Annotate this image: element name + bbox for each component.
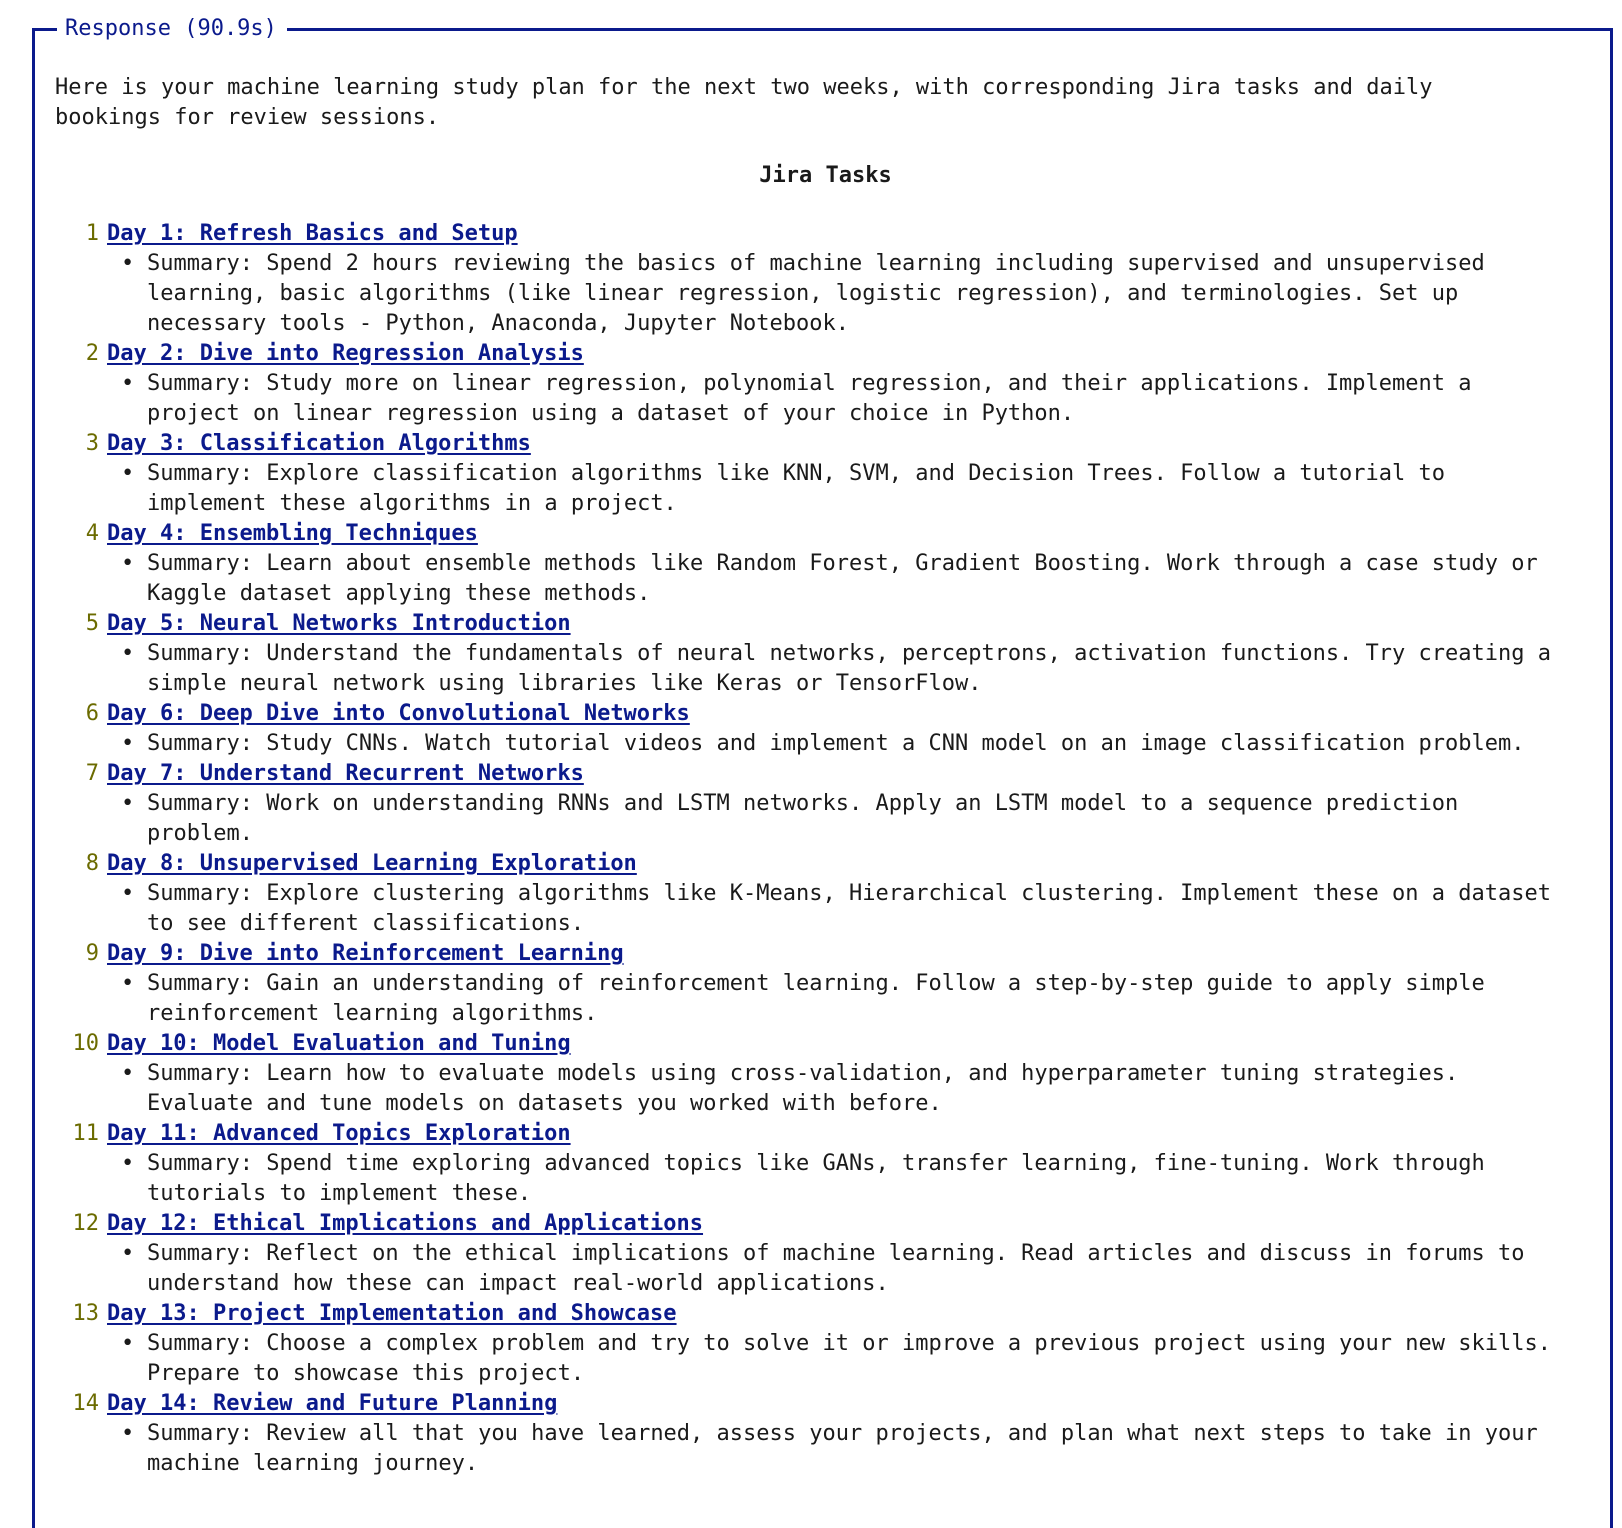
task-summary: Summary: Choose a complex problem and try to solve it or improve a previous project using your new skills. Prepare to showcase this project.	[147, 1331, 1551, 1386]
task-header	[35, 1119, 1610, 1149]
task-item	[35, 849, 1610, 939]
task-link[interactable]: Day 9: Dive into Reinforcement Learning	[107, 941, 624, 966]
task-summary: Summary: Learn about ensemble methods like Random Forest, Gradient Boosting. Work through a case study or Kaggle dataset applying these methods.	[147, 551, 1538, 606]
task-number: 10	[72, 1031, 99, 1056]
task-link[interactable]: Day 12: Ethical Implications and Applications	[107, 1211, 704, 1236]
task-summary: Summary: Review all that you have learned, assess your projects, and plan what next steps to take in your machine learning journey.	[147, 1421, 1538, 1476]
bullet-icon: •	[121, 1421, 135, 1446]
task-number: 3	[85, 431, 99, 456]
task-item	[35, 429, 1610, 519]
task-summary-row	[35, 1419, 1610, 1479]
task-header	[35, 939, 1610, 969]
bullet-icon: •	[121, 251, 135, 276]
bullet-icon: •	[121, 1331, 135, 1356]
bullet-icon: •	[121, 791, 135, 816]
task-summary-row	[35, 789, 1610, 849]
task-number: 11	[72, 1121, 99, 1146]
task-number: 7	[85, 761, 99, 786]
task-link[interactable]: Day 14: Review and Future Planning	[107, 1391, 558, 1416]
bullet-icon: •	[121, 551, 135, 576]
task-item	[35, 1389, 1610, 1479]
intro-text: Here is your machine learning study plan for the next two weeks, with corresponding Jira tasks and daily bookings for review sessions.	[55, 75, 1433, 130]
task-summary-row	[35, 1239, 1610, 1299]
task-link[interactable]: Day 1: Refresh Basics and Setup	[107, 221, 518, 246]
bullet-icon: •	[121, 971, 135, 996]
task-item	[35, 1029, 1610, 1119]
task-link[interactable]: Day 3: Classification Algorithms	[107, 431, 531, 456]
task-summary: Summary: Learn how to evaluate models using cross-validation, and hyperparameter tuning strategies. Evaluate and tune models on datasets you worked with before.	[147, 1061, 1459, 1116]
task-summary: Summary: Understand the fundamentals of neural networks, perceptrons, activation functions. Try creating a simple neural network using libraries like Keras or TensorFlow.	[147, 641, 1551, 696]
task-header	[35, 699, 1610, 729]
task-number: 9	[85, 941, 99, 966]
task-summary: Summary: Study more on linear regression, polynomial regression, and their applications. Implement a project on linear regression using a dataset of your choice in Python.	[147, 371, 1472, 426]
task-link[interactable]: Day 10: Model Evaluation and Tuning	[107, 1031, 571, 1056]
task-number: 5	[85, 611, 99, 636]
task-summary-row	[35, 369, 1610, 429]
task-summary-row	[35, 1149, 1610, 1209]
task-item	[35, 759, 1610, 849]
task-item	[35, 339, 1610, 429]
task-summary-row	[35, 1329, 1610, 1389]
task-summary-row	[35, 969, 1610, 1029]
task-number: 2	[85, 341, 99, 366]
task-header	[35, 519, 1610, 549]
task-item	[35, 219, 1610, 339]
bullet-icon: •	[121, 1061, 135, 1086]
task-header	[35, 759, 1610, 789]
task-number: 4	[85, 521, 99, 546]
bullet-icon: •	[121, 371, 135, 396]
response-panel	[32, 16, 1613, 1528]
task-link[interactable]: Day 4: Ensembling Techniques	[107, 521, 478, 546]
task-item	[35, 519, 1610, 609]
task-summary-row	[35, 549, 1610, 609]
task-header	[35, 219, 1610, 249]
task-summary: Summary: Reflect on the ethical implications of machine learning. Read articles and discuss in forums to understand how these can impact real-world applications.	[147, 1241, 1525, 1296]
task-item	[35, 1209, 1610, 1299]
task-summary: Summary: Work on understanding RNNs and LSTM networks. Apply an LSTM model to a sequence prediction problem.	[147, 791, 1459, 846]
task-link[interactable]: Day 6: Deep Dive into Convolutional Networks	[107, 701, 690, 726]
task-number: 12	[72, 1211, 99, 1236]
task-number: 8	[85, 851, 99, 876]
task-header	[35, 609, 1610, 639]
task-item	[35, 609, 1610, 699]
task-summary-row	[35, 249, 1610, 339]
task-list	[35, 219, 1610, 1479]
task-header	[35, 1209, 1610, 1239]
task-summary-row	[35, 1059, 1610, 1119]
task-summary: Summary: Study CNNs. Watch tutorial videos and implement a CNN model on an image classification problem.	[147, 731, 1525, 756]
task-summary: Summary: Spend time exploring advanced topics like GANs, transfer learning, fine-tuning. Work through tutorials to implement these.	[147, 1151, 1485, 1206]
task-header	[35, 1029, 1610, 1059]
task-summary-row	[35, 879, 1610, 939]
task-summary-row	[35, 459, 1610, 519]
task-summary-row	[35, 729, 1610, 759]
task-link[interactable]: Day 11: Advanced Topics Exploration	[107, 1121, 571, 1146]
bullet-icon: •	[121, 881, 135, 906]
task-header	[35, 1299, 1610, 1329]
task-summary: Summary: Gain an understanding of reinforcement learning. Follow a step-by-step guide to apply simple reinforcement learning algorithms.	[147, 971, 1485, 1026]
task-link[interactable]: Day 2: Dive into Regression Analysis	[107, 341, 584, 366]
task-number: 14	[72, 1391, 99, 1416]
task-link[interactable]: Day 13: Project Implementation and Showcase	[107, 1301, 677, 1326]
task-summary: Summary: Explore clustering algorithms like K-Means, Hierarchical clustering. Implement these on a dataset to see different classifications.	[147, 881, 1551, 936]
task-number: 13	[72, 1301, 99, 1326]
task-header	[35, 849, 1610, 879]
bullet-icon: •	[121, 1241, 135, 1266]
task-header	[35, 339, 1610, 369]
task-header	[35, 1389, 1610, 1419]
task-summary-row	[35, 639, 1610, 699]
task-link[interactable]: Day 8: Unsupervised Learning Exploration	[107, 851, 637, 876]
task-item	[35, 699, 1610, 759]
task-number: 1	[85, 221, 99, 246]
bullet-icon: •	[121, 461, 135, 486]
task-item	[35, 1119, 1610, 1209]
task-link[interactable]: Day 5: Neural Networks Introduction	[107, 611, 571, 636]
task-summary: Summary: Explore classification algorithms like KNN, SVM, and Decision Trees. Follow a tutorial to implement these algorithms in a project.	[147, 461, 1446, 516]
panel-title: Response (90.9s)	[57, 15, 287, 43]
bullet-icon: •	[121, 1151, 135, 1176]
task-link[interactable]: Day 7: Understand Recurrent Networks	[107, 761, 584, 786]
bullet-icon: •	[121, 641, 135, 666]
task-number: 6	[85, 701, 99, 726]
section-heading: Jira Tasks	[759, 163, 892, 188]
task-summary: Summary: Spend 2 hours reviewing the basics of machine learning including supervised and unsupervised learning, basic algorithms (like linear regression, logistic regression), and terminologies. Set up necessary tools - Python, Anaconda, Jupyter Notebook.	[147, 251, 1485, 336]
task-header	[35, 429, 1610, 459]
task-item	[35, 1299, 1610, 1389]
bullet-icon: •	[121, 731, 135, 756]
task-item	[35, 939, 1610, 1029]
